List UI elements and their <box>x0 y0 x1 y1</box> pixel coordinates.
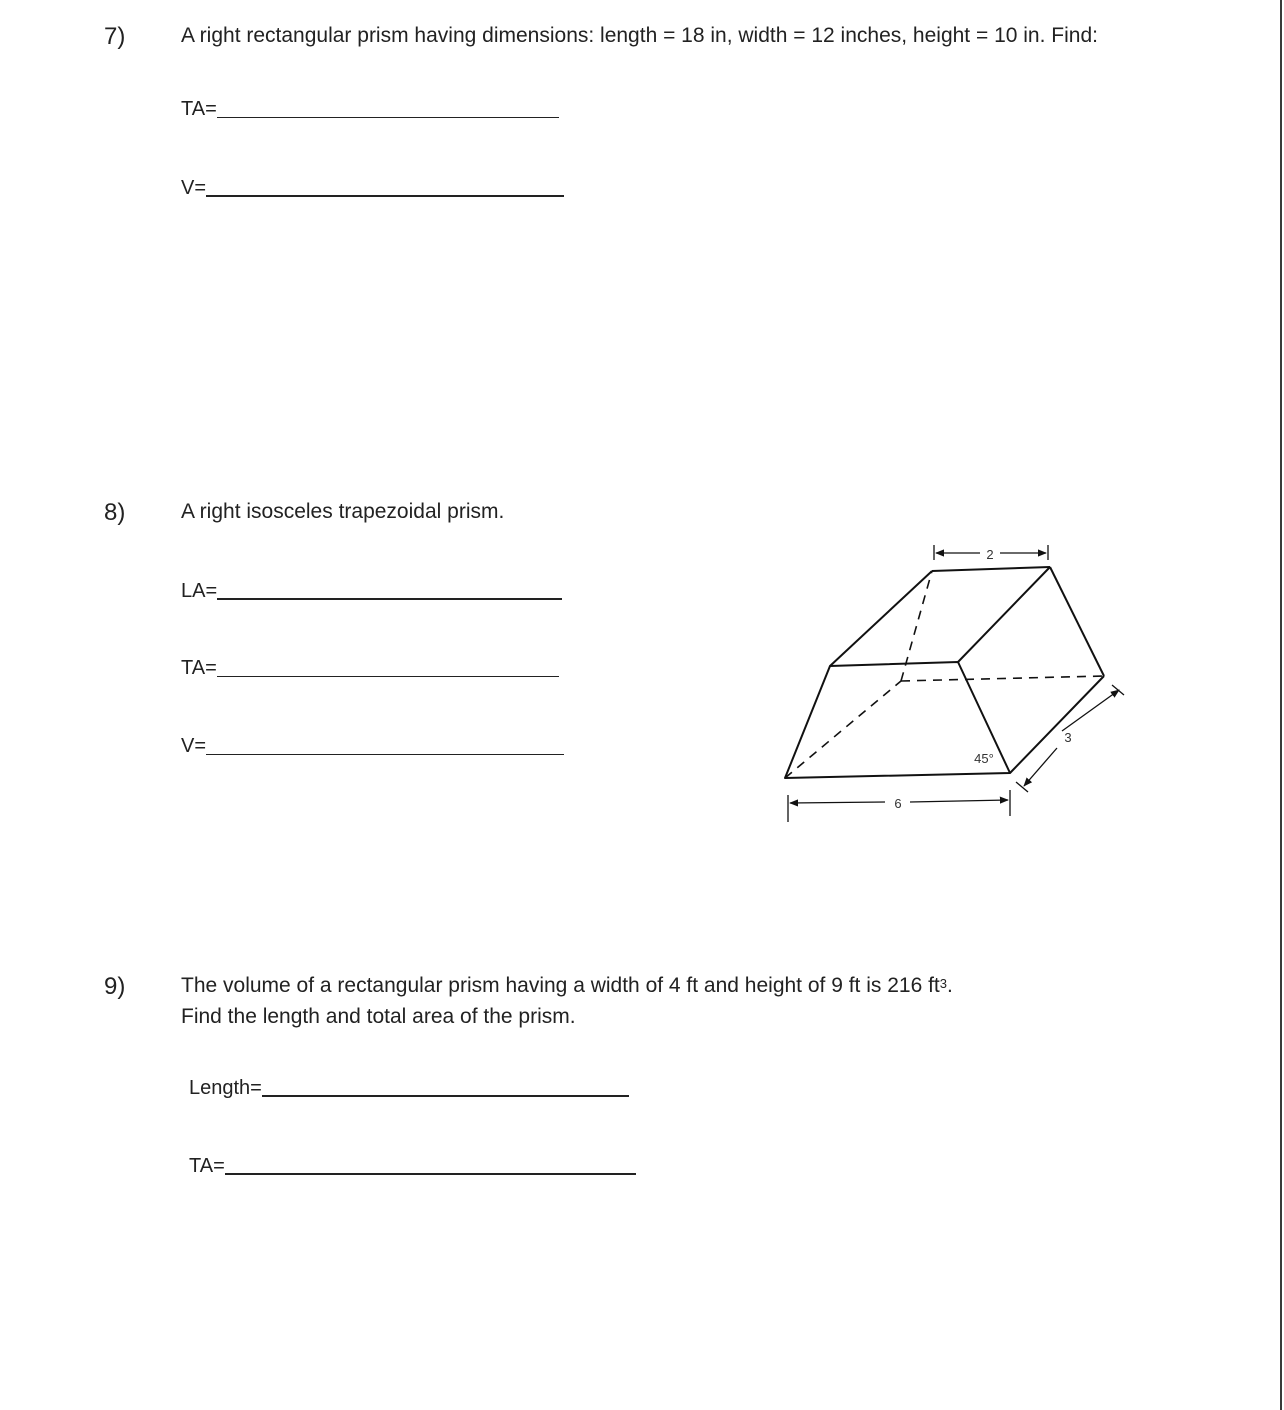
hidden-back-left-edge <box>901 571 932 681</box>
question-9-number: 9) <box>104 973 126 1000</box>
top-width-label: 2 <box>986 547 994 562</box>
q7-ta-answer-line[interactable] <box>217 97 559 118</box>
top-left-depth-edge <box>830 571 932 666</box>
hidden-left-depth-edge <box>785 681 901 778</box>
prism-hidden-edges <box>785 571 1104 778</box>
back-right-edge <box>1050 567 1104 676</box>
q9-text-period: . <box>947 974 953 997</box>
q7-ta-label: TA= <box>181 98 217 120</box>
question-9-text-line2: Find the length and total area of the prism. <box>181 1005 576 1028</box>
q8-v-label: V= <box>181 735 207 757</box>
depth-label: 3 <box>1064 730 1072 745</box>
q8-ta-label: TA= <box>181 657 217 679</box>
q7-ta-field[interactable] <box>181 97 559 120</box>
q9-text-main: The volume of a rectangular prism having a width of 4 ft and height of 9 ft is 216 ft <box>181 974 940 997</box>
angle-label: 45° <box>974 751 994 766</box>
top-right-depth-edge <box>958 567 1050 662</box>
bottom-width-label: 6 <box>894 796 902 811</box>
q8-la-field[interactable] <box>181 578 562 602</box>
q8-la-answer-line[interactable] <box>217 578 562 600</box>
question-7-text: A right rectangular prism having dimensions: length = 18 in, width = 12 inches, height = 10 in. Find: <box>181 24 1098 47</box>
question-8-number: 8) <box>104 499 126 526</box>
question-8-text: A right isosceles trapezoidal prism. <box>181 500 505 523</box>
q9-length-field[interactable] <box>189 1075 629 1099</box>
q9-ta-answer-line[interactable] <box>225 1153 636 1175</box>
q9-ta-field[interactable] <box>189 1153 636 1177</box>
page-edge-line <box>1280 0 1282 1410</box>
back-top-edge <box>932 567 1050 571</box>
prism-solid-edges <box>785 567 1104 778</box>
bottom-right-depth-edge <box>1010 676 1104 773</box>
top-width-dimension <box>934 545 1048 562</box>
q8-la-label: LA= <box>181 580 218 602</box>
q9-exponent: 3 <box>939 976 947 991</box>
q8-ta-answer-line[interactable] <box>217 656 559 677</box>
q7-v-answer-line[interactable] <box>206 175 564 197</box>
q9-ta-label: TA= <box>189 1155 225 1177</box>
question-7-number: 7) <box>104 23 126 50</box>
q7-v-label: V= <box>181 177 207 199</box>
q9-length-label: Length= <box>189 1077 262 1099</box>
q7-v-field[interactable] <box>181 175 564 199</box>
hidden-back-bottom-edge <box>901 676 1104 681</box>
q8-v-answer-line[interactable] <box>206 734 564 755</box>
q9-length-answer-line[interactable] <box>262 1075 629 1097</box>
depth-dimension <box>1016 685 1124 792</box>
bottom-width-dimension <box>788 790 1010 822</box>
question-9-text-line1 <box>181 970 953 1001</box>
trapezoidal-prism-figure <box>760 535 1160 835</box>
q8-ta-field[interactable] <box>181 656 559 679</box>
q8-v-field[interactable] <box>181 734 564 757</box>
